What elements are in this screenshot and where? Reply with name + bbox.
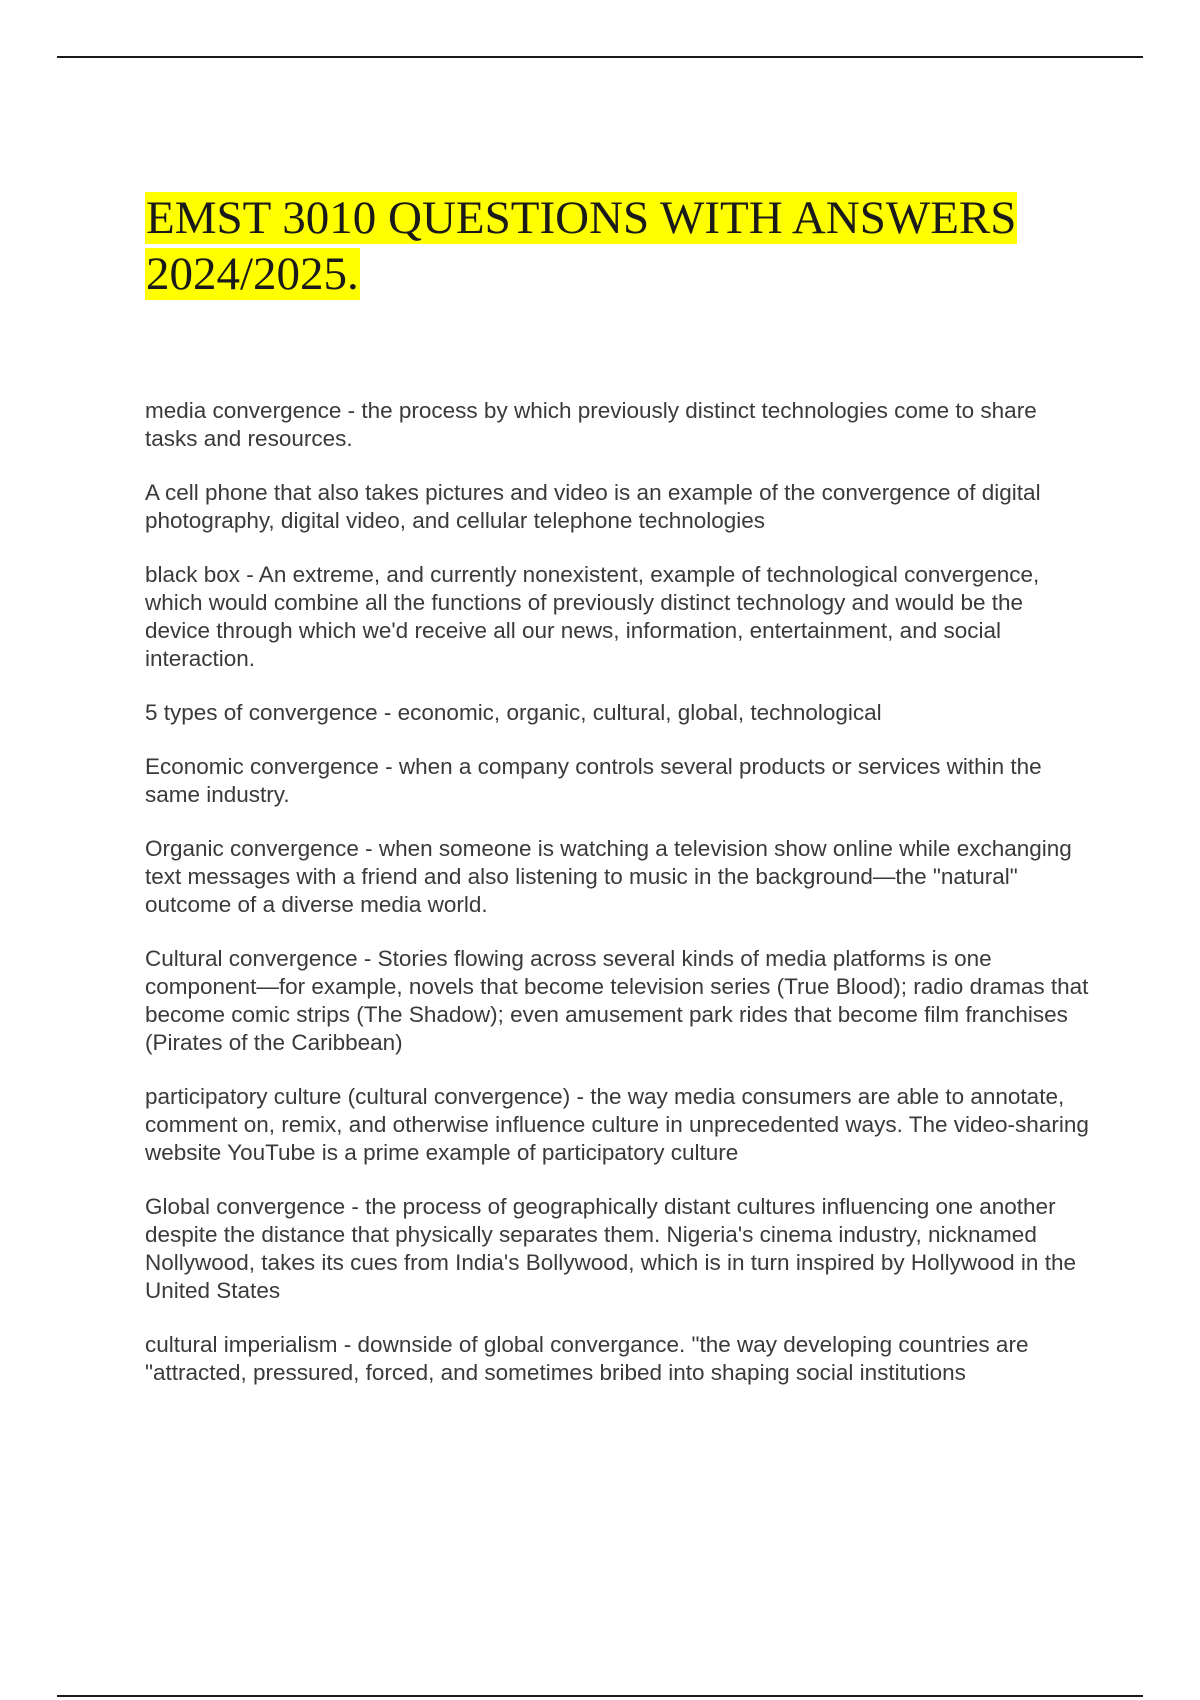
entry-media-convergence: media convergence - the process by which previously distinct technologies come to share tasks and resources. [145,398,1037,451]
qa-entries [145,397,1090,1413]
document-title [145,190,1105,302]
entry-organic-convergence: Organic convergence - when someone is watching a television show online while exchanging text messages with a friend and also listening to music in the background—the "natural" outcome of a diverse media world. [145,836,1072,917]
entry-cell-phone-example: A cell phone that also takes pictures and video is an example of the convergence of digital photography, digital video, and cellular telephone technologies [145,480,1041,533]
title-highlight: EMST 3010 QUESTIONS WITH ANSWERS 2024/2025. [146,192,1017,300]
top-rule [57,56,1143,58]
bottom-rule [57,1695,1143,1697]
entry-black-box: black box - An extreme, and currently nonexistent, example of technological convergence, which would combine all the functions of previously distinct technology and would be the device through which we'd receive all our news, information, entertainment, and social interaction. [145,562,1040,671]
entry-five-types: 5 types of convergence - economic, organic, cultural, global, technological [145,700,882,725]
entry-participatory-culture: participatory culture (cultural convergence) - the way media consumers are able to annotate, comment on, remix, and otherwise influence culture in unprecedented ways. The video-sharing website YouTube is a prime example of participatory culture [145,1084,1089,1165]
entry-cultural-convergence: Cultural convergence - Stories flowing across several kinds of media platforms is one component—for example, novels that become television series (True Blood); radio dramas that become comic strips (The Shadow); even amusement park rides that become film franchises (Pirates of the Caribbean) [145,946,1089,1055]
entry-economic-convergence: Economic convergence - when a company controls several products or services within the same industry. [145,754,1042,807]
entry-cultural-imperialism: cultural imperialism - downside of global convergance. "the way developing countries are "attracted, pressured, forced, and sometimes bribed into shaping social institutions [145,1332,1029,1385]
entry-global-convergence: Global convergence - the process of geographically distant cultures influencing one another despite the distance that physically separates them. Nigeria's cinema industry, nicknamed Nollywood, takes its cues from India's Bollywood, which is in turn inspired by Hollywood in the United States [145,1194,1076,1303]
